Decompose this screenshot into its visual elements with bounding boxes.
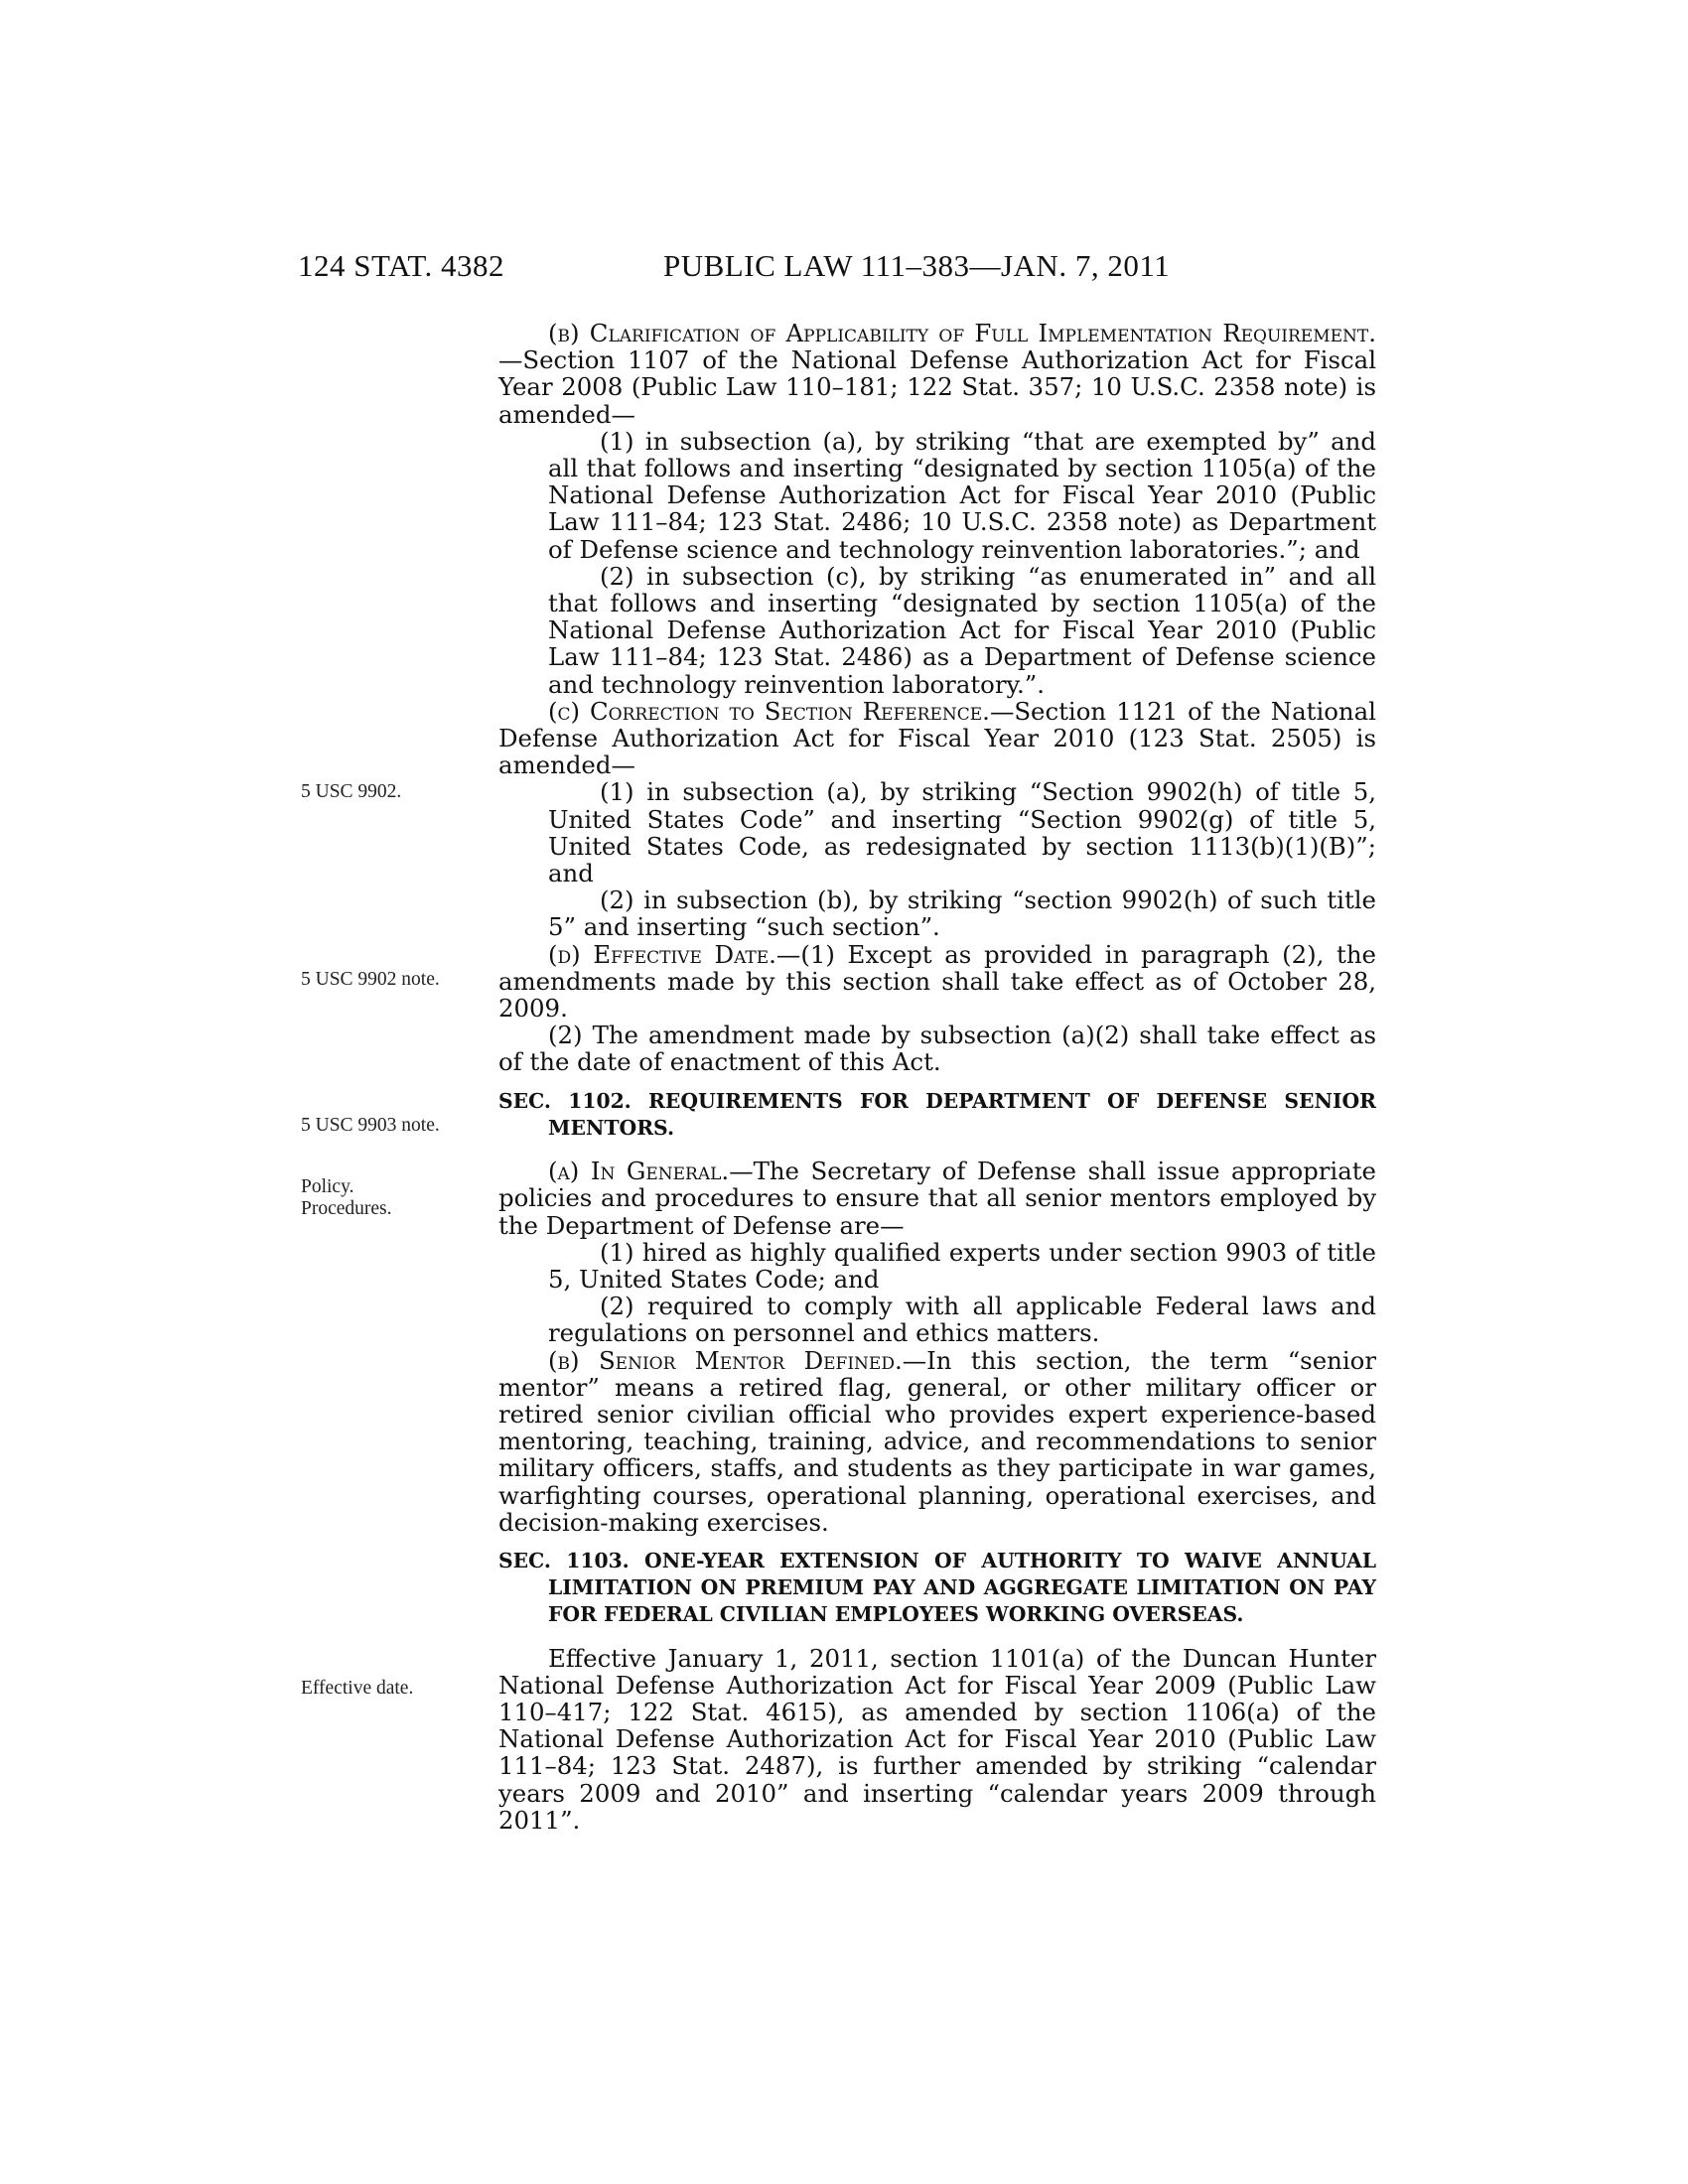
section-1103-heading: SEC. 1103. ONE-YEAR EXTENSION OF AUTHORITY TO WAIVE ANNUAL LIMITATION ON PREMIUM PAY AND AGGREGATE LIMITATION ON PAY FOR FEDERAL CIVILIAN EMPLOYEES WORKING OVERSEAS.	[498, 1548, 1376, 1627]
section-1103-text: Effective January 1, 2011, section 1101(a) of the Duncan Hunter National Defense Authorization Act for Fiscal Year 2009 (Public Law 110–417; 122 Stat. 4615), as amended by section 1106(a) of the National Defense Authorization Act for Fiscal Year 2010 (Public Law 111–84; 123 Stat. 2487), is further amended by striking “calendar years 2009 and 2010” and inserting “calendar years 2009 through 2011”.	[498, 1643, 1376, 1835]
subsection-b	[498, 320, 1376, 428]
margin-note-policy: Policy.	[301, 1176, 354, 1197]
running-title: PUBLIC LAW 111–383—JAN. 7, 2011	[663, 248, 1171, 283]
paragraph-d2: (2) The amendment made by subsection (a)(2) shall take effect as of the date of enactment of this Act.	[498, 1021, 1376, 1077]
body-text	[498, 320, 1376, 1834]
subsection-d	[498, 941, 1376, 1023]
paragraph-b2: (2) in subsection (c), by striking “as enumerated in” and all that follows and inserting “designated by section 1105(a) of the National Defense Authorization Act for Fiscal Year 2010 (Public Law 111–84; 123 Stat. 2486) as a Department of Defense science and technology reinvention laboratory.”.	[548, 561, 1376, 699]
subsection-a-text: —The Secretary of Defense shall issue appropriate policies and procedures to ensure that all senior mentors employed by the Department of Defense are—	[498, 1157, 1376, 1240]
paragraph-a1: (1) hired as highly qualified experts under section 9903 of title 5, United States Code; and	[548, 1237, 1376, 1294]
subsection-b-heading: (b) Clarification of Applicability of Full Implementation Requirement.	[548, 319, 1376, 347]
stat-page-number: 124 STAT. 4382	[298, 248, 505, 283]
paragraph-c1: (1) in subsection (a), by striking “Section 9902(h) of title 5, United States Code” and inserting “Section 9902(g) of title 5, United States Code, as redesignated by section 1113(b)(1)(B)”; and	[548, 777, 1376, 888]
subsection-a-heading: (a) In General.	[548, 1157, 730, 1186]
margin-note-5usc9902-note: 5 USC 9902 note.	[301, 969, 440, 990]
paragraph-b1: (1) in subsection (a), by striking “that are exempted by” and all that follows and inserting “designated by section 1105(a) of the National Defense Authorization Act for Fiscal Year 2010 (Public Law 111–84; 123 Stat. 2486; 10 U.S.C. 2358 note) as Department of Defense science and technology reinvention laboratories.”; and	[548, 426, 1376, 564]
subsection-senior-mentor-defined	[498, 1347, 1376, 1536]
senior-mentor-heading: (b) Senior Mentor Defined.	[548, 1345, 903, 1375]
subsection-c-text: —Section 1121 of the National Defense Authorization Act for Fiscal Year 2010 (123 Stat. 2505) is amended—	[498, 696, 1376, 780]
subsection-d-text: —(1) Except as provided in paragraph (2), the amendments made by this section shall take effect as of October 28, 2009.	[498, 939, 1376, 1024]
paragraph-a2: (2) required to comply with all applicable Federal laws and regulations on personnel and ethics matters.	[548, 1292, 1376, 1348]
senior-mentor-text: —In this section, the term “senior mentor” means a retired flag, general, or other military officer or retired senior civilian official who provides expert experience-based mentoring, teaching, training, advice, and recommendations to senior military officers, staffs, and students as they participate in war games, warfighting courses, operational planning, operational exercises, and decision-making exercises.	[498, 1345, 1376, 1537]
subsection-b-text: —Section 1107 of the National Defense Authorization Act for Fiscal Year 2008 (Public Law 110–181; 122 Stat. 357; 10 U.S.C. 2358 note) is amended—	[498, 345, 1376, 429]
subsection-a-general	[498, 1158, 1376, 1239]
margin-note-effective-date: Effective date.	[301, 1678, 414, 1699]
subsection-c	[498, 698, 1376, 779]
margin-note-5usc9902: 5 USC 9902.	[301, 781, 402, 802]
margin-note-procedures: Procedures.	[301, 1198, 392, 1219]
subsection-c-heading: (c) Correction to Section Reference.	[548, 696, 990, 726]
margin-note-5usc9903-note: 5 USC 9903 note.	[301, 1115, 440, 1136]
paragraph-c2: (2) in subsection (b), by striking “section 9902(h) of such title 5” and inserting “such section”.	[548, 886, 1376, 942]
section-1102-heading: SEC. 1102. REQUIREMENTS FOR DEPARTMENT OF DEFENSE SENIOR MENTORS.	[498, 1088, 1376, 1140]
subsection-d-heading: (d) Effective Date.	[548, 939, 776, 969]
